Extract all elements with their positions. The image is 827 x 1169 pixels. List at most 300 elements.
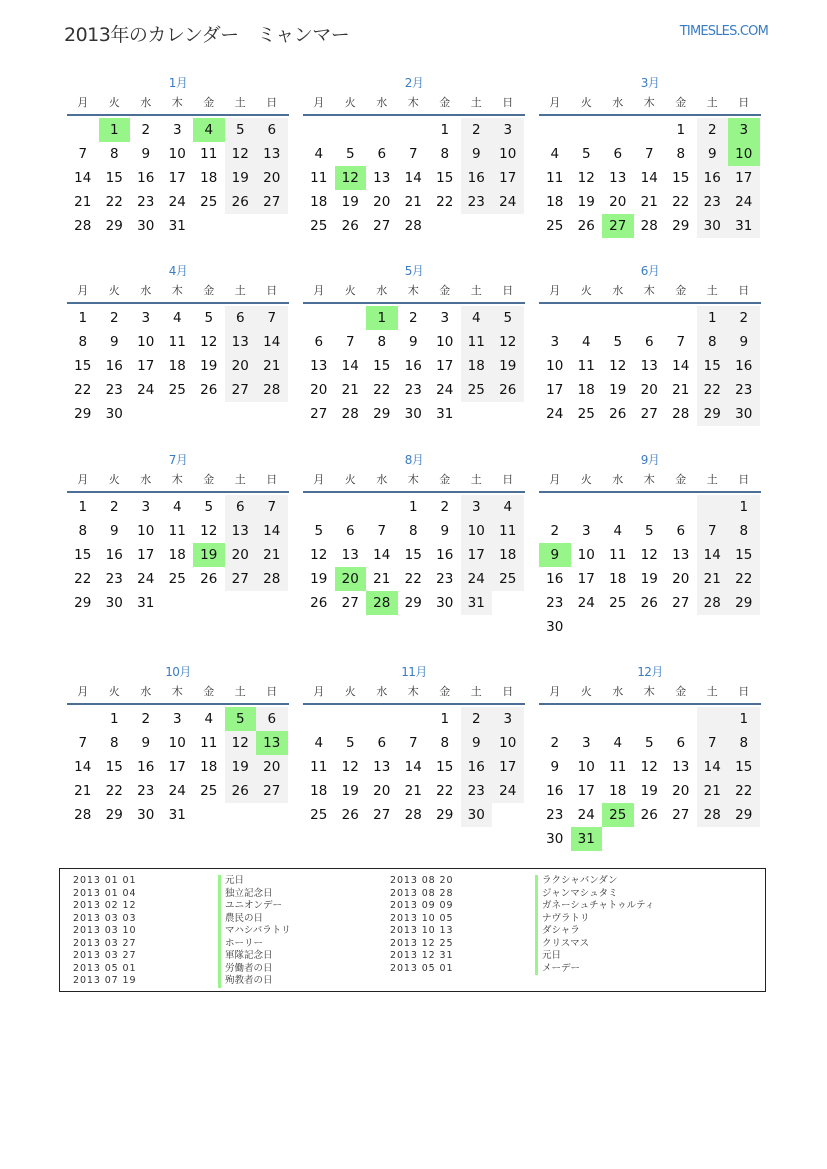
day-cell: 29 <box>105 218 123 234</box>
day-cell: 26 <box>225 190 257 214</box>
day-grid <box>67 306 289 426</box>
day-cell: 30 <box>137 218 155 234</box>
day-cell: 5 <box>613 334 623 350</box>
weekday-header <box>303 681 525 705</box>
day-cell: 11 <box>310 170 328 186</box>
weekday-label: 月 <box>77 473 89 486</box>
day-cell: 7 <box>78 146 88 162</box>
day-cell: 6 <box>676 735 686 751</box>
day-cell: 20 <box>640 382 658 398</box>
day-cell: 9 <box>408 334 418 350</box>
weekday-label: 日 <box>502 96 514 109</box>
day-cell: 22 <box>728 779 760 803</box>
day-cell: 3 <box>440 310 450 326</box>
holiday-day-cell: 10 <box>728 142 760 166</box>
day-cell: 21 <box>404 194 422 210</box>
day-cell: 12 <box>640 547 658 563</box>
weekday-label: 木 <box>643 473 655 486</box>
month-name: 4月 <box>168 264 188 278</box>
day-cell: 4 <box>172 310 182 326</box>
day-cell: 21 <box>697 779 729 803</box>
day-cell: 16 <box>137 170 155 186</box>
day-cell: 13 <box>310 358 328 374</box>
day-cell: 7 <box>78 735 88 751</box>
day-cell: 5 <box>345 735 355 751</box>
day-cell: 23 <box>404 382 422 398</box>
day-cell: 16 <box>105 358 123 374</box>
day-cell: 11 <box>577 358 595 374</box>
day-cell: 18 <box>461 354 493 378</box>
day-cell: 13 <box>225 519 257 543</box>
day-cell: 24 <box>461 567 493 591</box>
empty-day-cell <box>67 707 99 731</box>
day-cell: 14 <box>697 755 729 779</box>
day-cell: 2 <box>697 118 729 142</box>
day-cell: 2 <box>109 499 119 515</box>
holiday-date: 2013 02 12 <box>73 900 137 911</box>
day-cell: 4 <box>550 146 560 162</box>
day-cell: 15 <box>436 170 454 186</box>
weekday-label: 水 <box>376 473 388 486</box>
holiday-name: ガネーシュチャトゥルティ <box>535 900 654 913</box>
weekday-header <box>539 469 761 493</box>
empty-day-cell <box>335 707 367 731</box>
day-cell: 3 <box>581 523 591 539</box>
day-cell: 14 <box>341 358 359 374</box>
holiday-names-col-1 <box>218 875 291 988</box>
weekday-label: 水 <box>376 284 388 297</box>
day-cell: 15 <box>728 755 760 779</box>
day-cell: 4 <box>461 306 493 330</box>
day-cell: 18 <box>609 783 627 799</box>
weekday-label: 土 <box>706 96 718 109</box>
day-cell: 7 <box>256 495 288 519</box>
empty-day-cell <box>303 707 335 731</box>
day-cell: 27 <box>672 807 690 823</box>
month-block <box>539 451 761 639</box>
day-cell: 19 <box>200 358 218 374</box>
day-cell: 10 <box>436 334 454 350</box>
weekday-label: 金 <box>439 284 451 297</box>
day-grid <box>539 495 761 639</box>
weekday-label: 土 <box>470 96 482 109</box>
day-cell: 22 <box>373 382 391 398</box>
holiday-day-cell: 28 <box>366 591 398 615</box>
day-cell: 28 <box>256 567 288 591</box>
weekday-label: 土 <box>234 96 246 109</box>
month-block <box>67 262 289 426</box>
day-cell: 15 <box>697 354 729 378</box>
holiday-name: ナヴラトリ <box>535 913 654 926</box>
day-cell: 13 <box>341 547 359 563</box>
day-cell: 10 <box>546 358 564 374</box>
day-cell: 24 <box>492 779 524 803</box>
day-cell: 7 <box>377 523 387 539</box>
holiday-day-cell: 25 <box>602 803 634 827</box>
weekday-label: 水 <box>140 96 152 109</box>
weekday-label: 木 <box>407 685 419 698</box>
day-cell: 6 <box>613 146 623 162</box>
day-cell: 4 <box>613 523 623 539</box>
day-cell: 12 <box>225 142 257 166</box>
holiday-day-cell: 19 <box>193 543 225 567</box>
weekday-label: 日 <box>738 685 750 698</box>
month-name: 6月 <box>640 264 660 278</box>
empty-day-cell <box>571 495 603 519</box>
weekday-label: 土 <box>706 685 718 698</box>
day-cell: 5 <box>314 523 324 539</box>
day-cell: 21 <box>373 571 391 587</box>
day-cell: 16 <box>105 547 123 563</box>
weekday-label: 土 <box>470 473 482 486</box>
month-name: 3月 <box>640 76 660 90</box>
day-cell: 31 <box>168 218 186 234</box>
day-cell: 15 <box>105 759 123 775</box>
holiday-name: ラクシャバンダン <box>535 875 654 888</box>
day-cell: 26 <box>310 595 328 611</box>
day-cell: 18 <box>609 571 627 587</box>
day-cell: 27 <box>672 595 690 611</box>
day-cell: 31 <box>436 406 454 422</box>
weekday-header <box>67 681 289 705</box>
holiday-day-cell: 1 <box>99 118 131 142</box>
day-cell: 28 <box>404 218 422 234</box>
day-cell: 22 <box>105 783 123 799</box>
month-block <box>67 451 289 615</box>
empty-day-cell <box>665 306 697 330</box>
day-cell: 13 <box>225 330 257 354</box>
day-grid <box>539 306 761 426</box>
empty-day-cell <box>634 306 666 330</box>
weekday-header <box>303 469 525 493</box>
weekday-label: 月 <box>313 685 325 698</box>
day-cell: 26 <box>341 218 359 234</box>
day-cell: 13 <box>609 170 627 186</box>
day-cell: 16 <box>546 783 564 799</box>
month-name: 1月 <box>168 76 188 90</box>
day-cell: 30 <box>105 406 123 422</box>
empty-day-cell <box>303 495 335 519</box>
day-cell: 2 <box>440 499 450 515</box>
holiday-dates-col-2 <box>390 875 453 975</box>
holiday-date: 2013 03 27 <box>73 937 137 949</box>
holiday-date: 2013 12 25 <box>390 937 454 949</box>
day-cell: 17 <box>492 755 524 779</box>
day-cell: 28 <box>74 807 92 823</box>
day-cell: 9 <box>697 142 729 166</box>
holiday-date: 2013 09 09 <box>390 900 454 911</box>
day-cell: 9 <box>440 523 450 539</box>
day-cell: 12 <box>609 358 627 374</box>
holiday-day-cell: 12 <box>335 166 367 190</box>
day-cell: 24 <box>492 190 524 214</box>
day-cell: 6 <box>345 523 355 539</box>
day-cell: 10 <box>492 142 524 166</box>
day-cell: 26 <box>640 807 658 823</box>
day-cell: 28 <box>74 218 92 234</box>
day-cell: 12 <box>577 170 595 186</box>
holiday-date: 2013 01 04 <box>73 887 137 899</box>
day-cell: 30 <box>546 831 564 847</box>
day-cell: 16 <box>137 759 155 775</box>
day-cell: 8 <box>728 519 760 543</box>
day-cell: 8 <box>676 146 686 162</box>
day-grid <box>539 707 761 851</box>
weekday-header <box>67 469 289 493</box>
day-cell: 17 <box>137 547 155 563</box>
month-name: 2月 <box>404 76 424 90</box>
day-cell: 4 <box>314 735 324 751</box>
day-cell: 8 <box>440 735 450 751</box>
day-cell: 28 <box>341 406 359 422</box>
day-cell: 10 <box>137 334 155 350</box>
day-cell: 5 <box>204 499 214 515</box>
day-cell: 28 <box>256 378 288 402</box>
holiday-name: マハシバラトリ <box>218 925 291 938</box>
month-block <box>539 262 761 426</box>
day-cell: 1 <box>728 495 760 519</box>
weekday-label: 月 <box>549 685 561 698</box>
day-cell: 13 <box>373 759 391 775</box>
weekday-label: 木 <box>407 284 419 297</box>
day-cell: 23 <box>461 190 493 214</box>
day-cell: 17 <box>728 166 760 190</box>
weekday-label: 金 <box>675 284 687 297</box>
weekday-label: 水 <box>612 96 624 109</box>
day-cell: 16 <box>436 547 454 563</box>
day-cell: 19 <box>492 354 524 378</box>
day-cell: 14 <box>373 547 391 563</box>
weekday-label: 土 <box>470 284 482 297</box>
holiday-name: 殉教者の日 <box>218 975 291 988</box>
weekday-label: 木 <box>171 284 183 297</box>
empty-day-cell <box>539 707 571 731</box>
day-cell: 5 <box>492 306 524 330</box>
day-cell: 21 <box>697 567 729 591</box>
day-cell: 21 <box>640 194 658 210</box>
empty-day-cell <box>571 306 603 330</box>
day-cell: 24 <box>168 194 186 210</box>
day-cell: 2 <box>408 310 418 326</box>
holiday-date: 2013 05 01 <box>73 962 137 974</box>
day-cell: 8 <box>109 735 119 751</box>
day-cell: 10 <box>461 519 493 543</box>
weekday-label: 金 <box>439 96 451 109</box>
day-cell: 18 <box>310 194 328 210</box>
day-cell: 21 <box>672 382 690 398</box>
day-cell: 2 <box>550 735 560 751</box>
day-cell: 23 <box>105 571 123 587</box>
day-cell: 30 <box>436 595 454 611</box>
day-cell: 3 <box>141 499 151 515</box>
holiday-names-col-2 <box>535 875 654 975</box>
day-cell: 26 <box>609 406 627 422</box>
day-cell: 16 <box>546 571 564 587</box>
weekday-label: 金 <box>675 473 687 486</box>
holiday-name: 独立記念日 <box>218 888 291 901</box>
weekday-label: 土 <box>706 284 718 297</box>
day-cell: 1 <box>78 499 88 515</box>
month-block <box>539 74 761 238</box>
day-grid <box>303 306 525 426</box>
day-cell: 30 <box>697 214 729 238</box>
month-block <box>303 74 525 238</box>
holiday-day-cell: 31 <box>571 827 603 851</box>
day-cell: 31 <box>461 591 493 615</box>
day-cell: 15 <box>728 543 760 567</box>
day-cell: 11 <box>546 170 564 186</box>
empty-day-cell <box>539 495 571 519</box>
day-cell: 11 <box>168 334 186 350</box>
day-cell: 3 <box>492 707 524 731</box>
weekday-label: 日 <box>502 284 514 297</box>
day-cell: 9 <box>461 731 493 755</box>
day-cell: 28 <box>404 807 422 823</box>
empty-day-cell <box>539 118 571 142</box>
day-cell: 17 <box>168 170 186 186</box>
month-block <box>303 262 525 426</box>
day-cell: 1 <box>109 711 119 727</box>
weekday-label: 日 <box>502 473 514 486</box>
site-brand[interactable]: TIMESLES.COM <box>679 24 768 39</box>
weekday-label: 金 <box>675 685 687 698</box>
day-cell: 24 <box>577 595 595 611</box>
day-cell: 18 <box>168 547 186 563</box>
day-cell: 20 <box>672 571 690 587</box>
day-cell: 4 <box>172 499 182 515</box>
weekday-label: 木 <box>643 96 655 109</box>
weekday-label: 水 <box>376 96 388 109</box>
weekday-label: 金 <box>675 96 687 109</box>
day-cell: 9 <box>461 142 493 166</box>
day-cell: 25 <box>168 382 186 398</box>
weekday-label: 日 <box>266 96 278 109</box>
day-cell: 1 <box>440 122 450 138</box>
weekday-label: 月 <box>313 284 325 297</box>
weekday-header <box>539 280 761 304</box>
day-cell: 7 <box>697 731 729 755</box>
holiday-name: 労働者の日 <box>218 963 291 976</box>
month-block <box>303 663 525 827</box>
day-cell: 27 <box>341 595 359 611</box>
day-cell: 9 <box>109 523 119 539</box>
day-cell: 25 <box>200 783 218 799</box>
holiday-name: クリスマス <box>535 938 654 951</box>
weekday-label: 月 <box>549 473 561 486</box>
day-cell: 6 <box>225 495 257 519</box>
empty-day-cell <box>571 707 603 731</box>
weekday-label: 金 <box>203 473 215 486</box>
month-block <box>67 74 289 238</box>
day-cell: 12 <box>200 523 218 539</box>
weekday-label: 火 <box>344 473 356 486</box>
holiday-day-cell: 13 <box>256 731 288 755</box>
day-cell: 19 <box>341 783 359 799</box>
day-cell: 16 <box>461 166 493 190</box>
day-cell: 12 <box>310 547 328 563</box>
day-cell: 22 <box>105 194 123 210</box>
day-cell: 21 <box>404 783 422 799</box>
day-cell: 20 <box>310 382 328 398</box>
day-cell: 19 <box>341 194 359 210</box>
day-cell: 26 <box>225 779 257 803</box>
empty-day-cell <box>335 495 367 519</box>
holiday-date: 2013 12 31 <box>390 950 454 961</box>
day-cell: 29 <box>74 406 92 422</box>
day-cell: 29 <box>697 402 729 426</box>
day-cell: 13 <box>672 759 690 775</box>
weekday-label: 水 <box>612 473 624 486</box>
day-cell: 2 <box>728 306 760 330</box>
day-cell: 10 <box>577 759 595 775</box>
day-cell: 22 <box>728 567 760 591</box>
day-cell: 2 <box>550 523 560 539</box>
weekday-label: 火 <box>580 473 592 486</box>
day-grid <box>67 707 289 827</box>
day-cell: 3 <box>172 122 182 138</box>
weekday-label: 月 <box>77 284 89 297</box>
day-cell: 25 <box>310 807 328 823</box>
day-cell: 14 <box>640 170 658 186</box>
holiday-name: 軍隊記念日 <box>218 950 291 963</box>
day-cell: 1 <box>408 499 418 515</box>
day-cell: 8 <box>78 523 88 539</box>
day-cell: 6 <box>644 334 654 350</box>
day-cell: 14 <box>256 330 288 354</box>
day-cell: 23 <box>461 779 493 803</box>
day-cell: 18 <box>200 170 218 186</box>
day-cell: 26 <box>200 571 218 587</box>
empty-day-cell <box>398 707 430 731</box>
day-cell: 25 <box>168 571 186 587</box>
day-cell: 31 <box>728 214 760 238</box>
weekday-label: 月 <box>313 96 325 109</box>
holiday-day-cell: 20 <box>335 567 367 591</box>
empty-day-cell <box>303 306 335 330</box>
day-cell: 19 <box>225 755 257 779</box>
day-cell: 11 <box>200 735 218 751</box>
day-cell: 27 <box>256 779 288 803</box>
day-cell: 6 <box>676 523 686 539</box>
day-cell: 3 <box>492 118 524 142</box>
day-cell: 11 <box>609 547 627 563</box>
holiday-date: 2013 03 10 <box>73 925 137 936</box>
weekday-label: 木 <box>171 96 183 109</box>
day-cell: 1 <box>697 306 729 330</box>
day-cell: 25 <box>609 595 627 611</box>
weekday-label: 火 <box>108 96 120 109</box>
empty-day-cell <box>335 306 367 330</box>
day-cell: 15 <box>373 358 391 374</box>
day-cell: 4 <box>581 334 591 350</box>
day-cell: 9 <box>141 146 151 162</box>
day-cell: 29 <box>672 218 690 234</box>
day-cell: 19 <box>609 382 627 398</box>
day-cell: 12 <box>640 759 658 775</box>
weekday-label: 月 <box>77 685 89 698</box>
day-cell: 28 <box>672 406 690 422</box>
day-cell: 27 <box>373 807 391 823</box>
holiday-date: 2013 07 19 <box>73 975 137 986</box>
day-cell: 14 <box>256 519 288 543</box>
day-cell: 14 <box>672 358 690 374</box>
weekday-label: 火 <box>580 284 592 297</box>
day-cell: 5 <box>204 310 214 326</box>
empty-day-cell <box>366 495 398 519</box>
day-cell: 1 <box>78 310 88 326</box>
month-name: 12月 <box>637 665 663 679</box>
day-cell: 2 <box>461 118 493 142</box>
